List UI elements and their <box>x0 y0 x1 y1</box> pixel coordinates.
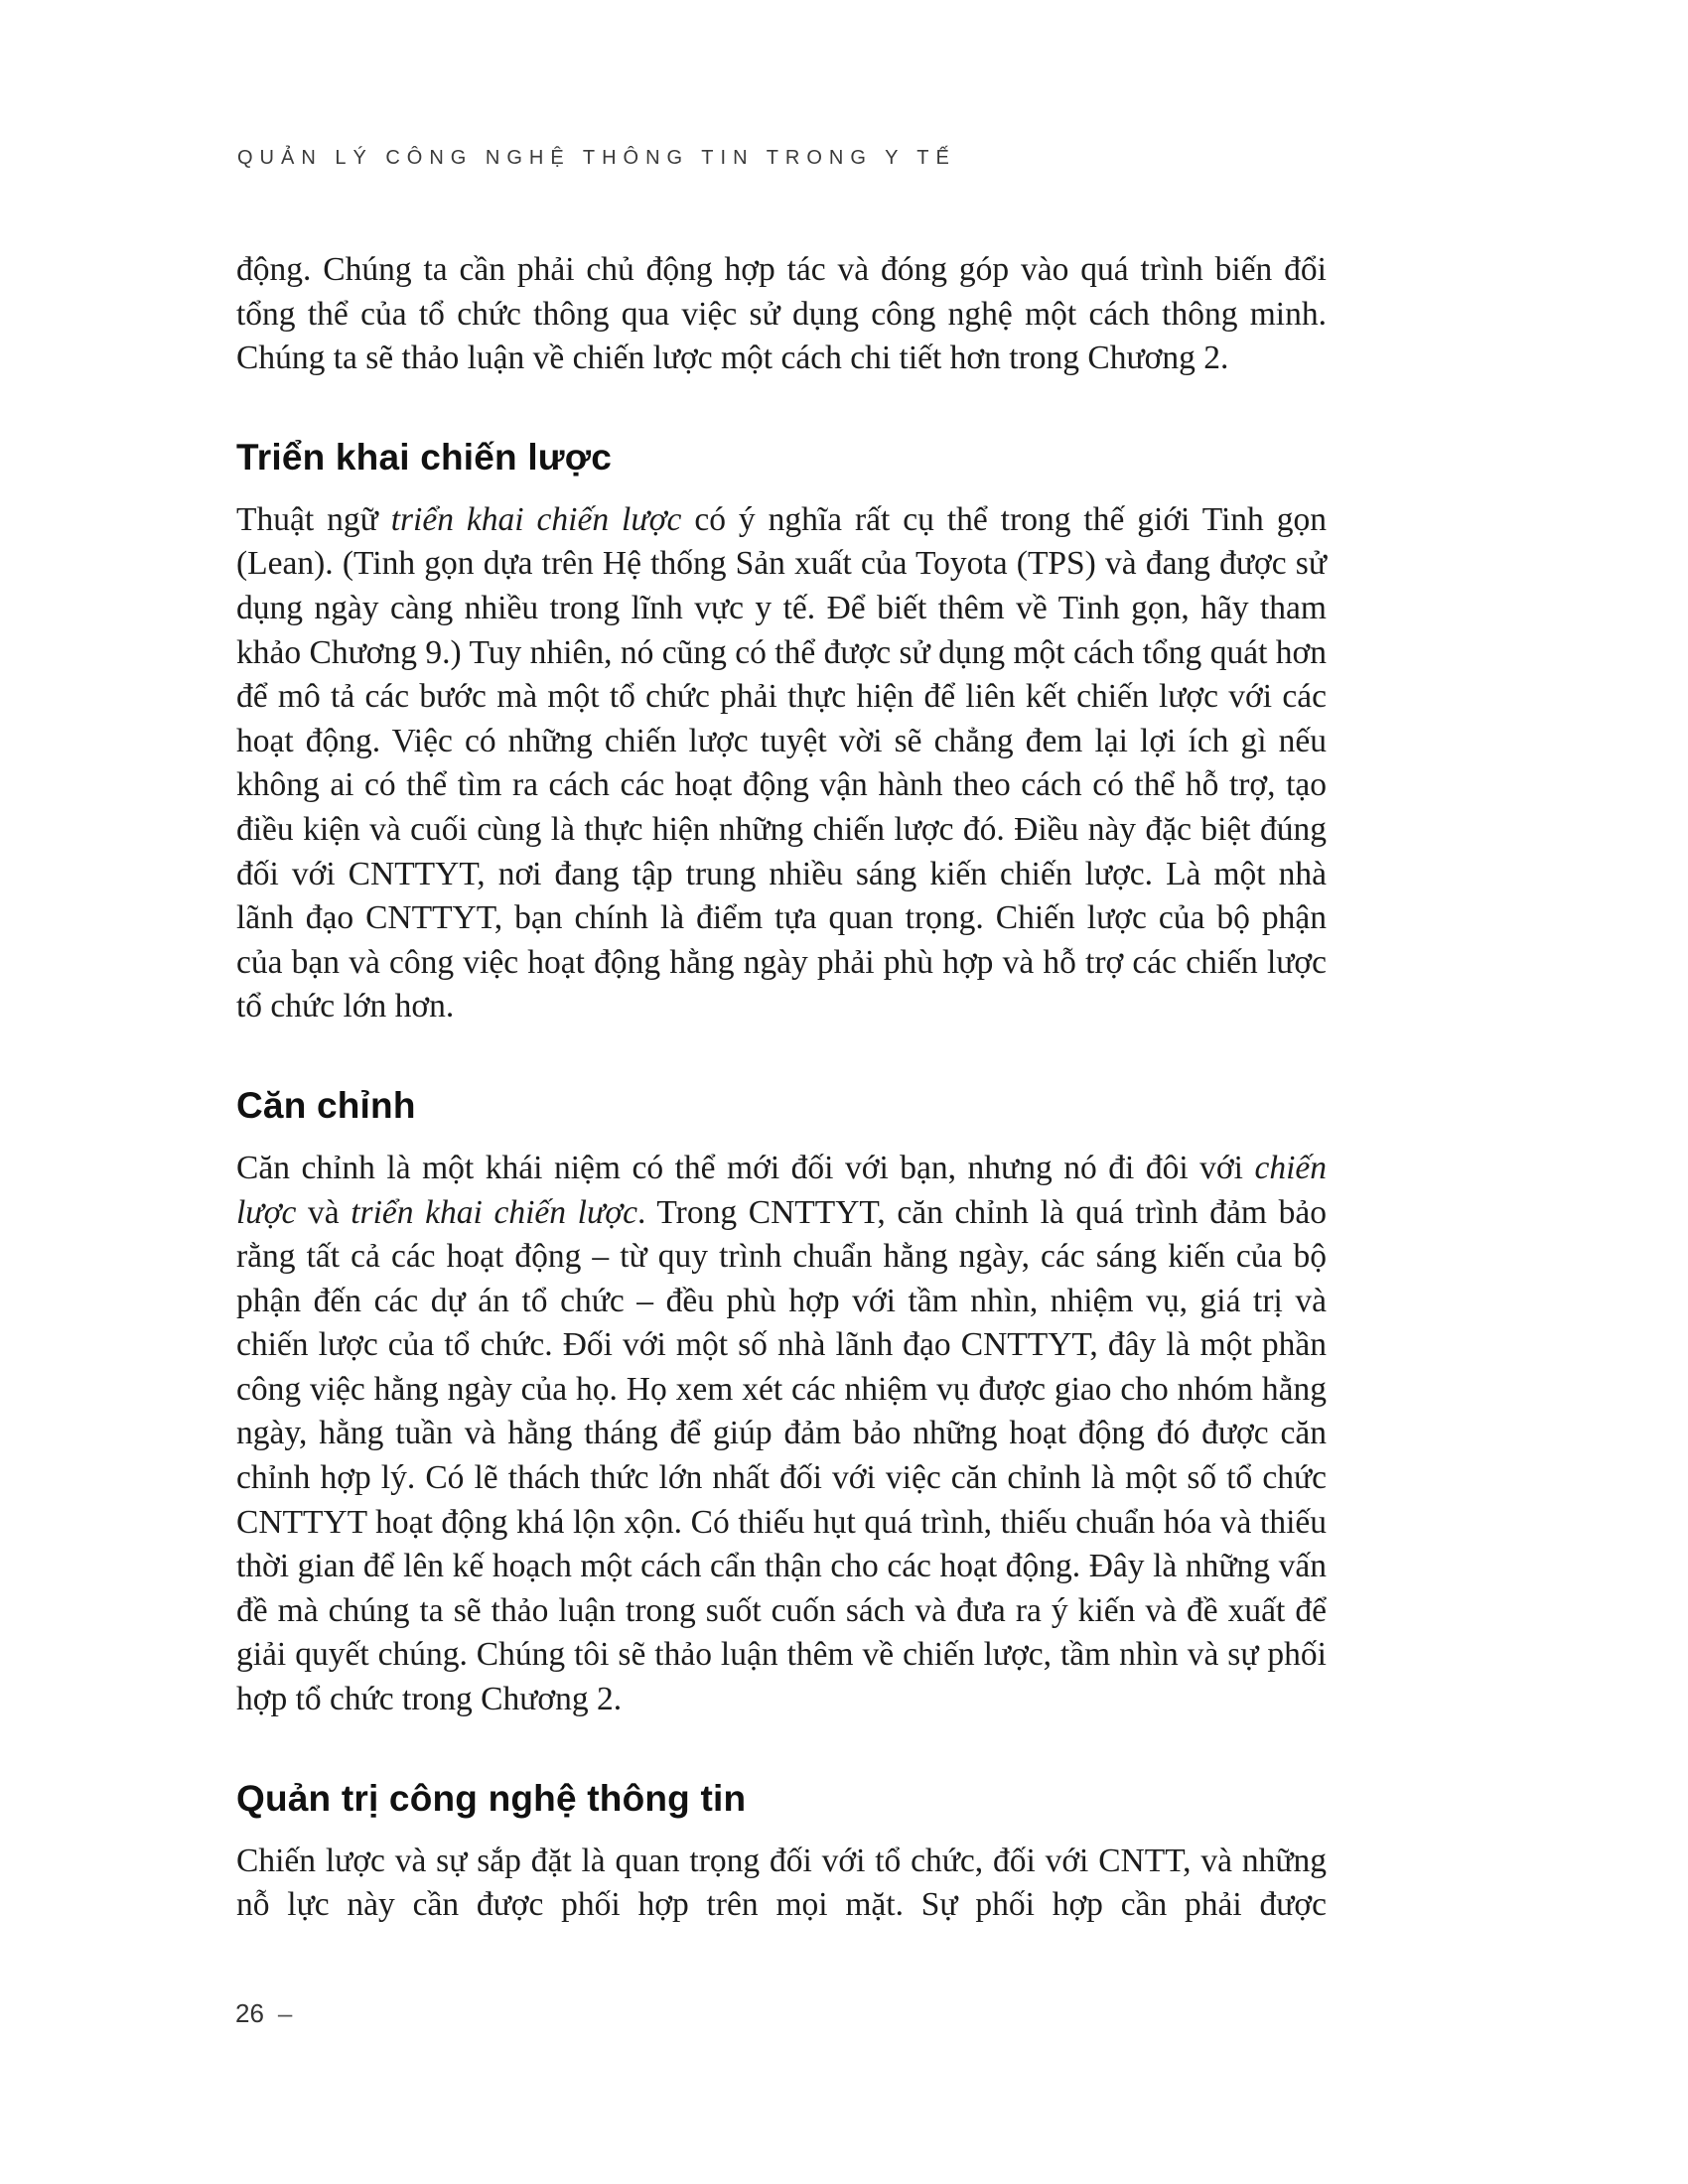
heading-it-governance: Quản trị công nghệ thông tin <box>236 1777 747 1819</box>
running-header: QUẢN LÝ CÔNG NGHỆ THÔNG TIN TRONG Y TẾ <box>237 147 956 169</box>
page-number-dash: – <box>277 1998 293 2028</box>
paragraph-strategy-deployment: Thuật ngữ triển khai chiến lược có ý nghĩa rất cụ thể trong thế giới Tinh gọn (Lean). (Tinh gọn dựa trên Hệ thống Sản xuất của Toyota (TPS) và đang được sử dụng ngày càng nhiều trong lĩnh vực y tế. Để biết thêm về Tinh gọn, hãy tham khảo Chương 9.) Tuy nhiên, nó cũng có thể được sử dụng một cách tổng quát hơn để mô tả các bước mà một tổ chức phải thực hiện để liên kết chiến lược với các hoạt động. Việc có những chiến lược tuyệt vời sẽ chẳng đem lại lợi ích gì nếu không ai có thể tìm ra cách các hoạt động vận hành theo cách có thể hỗ trợ, tạo điều kiện và cuối cùng là thực hiện những chiến lược đó. Điều này đặc biệt đúng đối với CNTTYT, nơi đang tập trung nhiều sáng kiến chiến lược. Là một nhà lãnh đạo CNTTYT, bạn chính là điểm tựa quan trọng. Chiến lược của bộ phận của bạn và công việc hoạt động hằng ngày phải phù hợp và hỗ trợ các chiến lược tổ chức lớn hơn. <box>236 500 1327 1025</box>
intro-paragraph: động. Chúng ta cần phải chủ động hợp tác và đóng góp vào quá trình biến đổi tổng thể của tổ chức thông qua việc sử dụng công nghệ một cách thông minh. Chúng ta sẽ thảo luận về chiến lược một cách chi tiết hơn trong Chương 2. <box>236 251 1327 377</box>
heading-alignment: Căn chỉnh <box>236 1084 416 1126</box>
text-block <box>236 248 1327 1928</box>
page-footer <box>235 1997 292 2029</box>
paragraph-it-governance: Chiến lược và sự sắp đặt là quan trọng đối với tổ chức, đối với CNTT, và những nỗ lực này cần được phối hợp trên mọi mặt. Sự phối hợp cần phải được <box>236 1842 1327 1924</box>
heading-strategy-deployment: Triển khai chiến lược <box>236 436 613 478</box>
page-number: 26 <box>235 1998 264 2028</box>
paragraph-alignment: Căn chỉnh là một khái niệm có thể mới đối với bạn, nhưng nó đi đôi với chiến lược và triển khai chiến lược. Trong CNTTYT, căn chỉnh là quá trình đảm bảo rằng tất cả các hoạt động – từ quy trình chuẩn hằng ngày, các sáng kiến của bộ phận đến các dự án tổ chức – đều phù hợp với tầm nhìn, nhiệm vụ, giá trị và chiến lược của tổ chức. Đối với một số nhà lãnh đạo CNTTYT, đây là một phần công việc hằng ngày của họ. Họ xem xét các nhiệm vụ được giao cho nhóm hằng ngày, hằng tuần và hằng tháng để giúp đảm bảo những hoạt động đó được căn chỉnh hợp lý. Có lẽ thách thức lớn nhất đối với việc căn chỉnh là một số tổ chức CNTTYT hoạt động khá lộn xộn. Có thiếu hụt quá trình, thiếu chuẩn hóa và thiếu thời gian để lên kế hoạch một cách cẩn thận cho các hoạt động. Đây là những vấn đề mà chúng ta sẽ thảo luận trong suốt cuốn sách và đưa ra ý kiến và đề xuất để giải quyết chúng. Chúng tôi sẽ thảo luận thêm về chiến lược, tầm nhìn và sự phối hợp tổ chức trong Chương 2. <box>236 1149 1327 1718</box>
